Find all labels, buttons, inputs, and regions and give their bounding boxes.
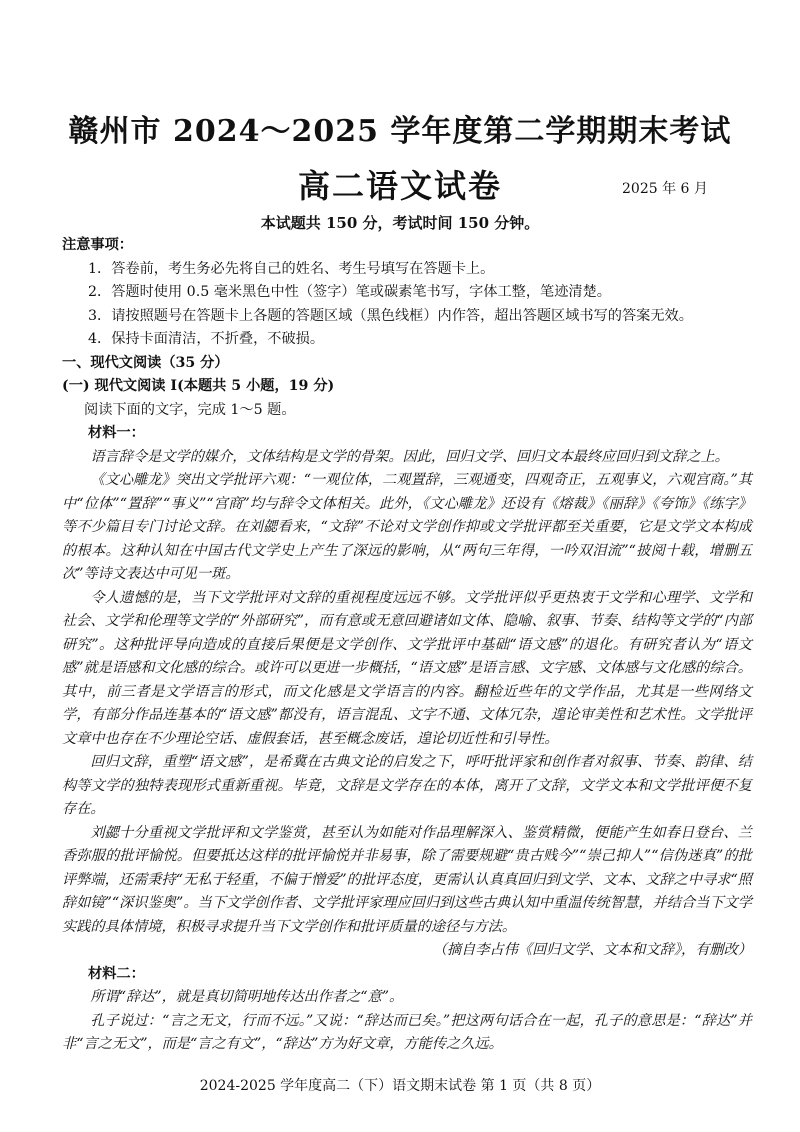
material1-source: （摘自李占伟《回归文学、文本和文辞》，有删改） <box>432 942 752 958</box>
exam-title: 赣州市 2024～2025 学年度第二学期期末考试 <box>68 114 732 149</box>
exam-subtitle: 高二语文试卷 <box>297 167 502 205</box>
material1-paragraph: 回归文辞，重塑“语文感”，是希冀在古典文论的启发之下，呼吁批评家和创作者对叙事、节奏、韵律、结构等文学的独特表现形式重新重视。毕竟，文辞是文学存在的本体，离开了文辞，文学文本和文学批评便不复存在。 <box>62 754 752 817</box>
section-instruction: 阅读下面的文字，完成 1～5 题。 <box>84 401 296 418</box>
material1-paragraph: 《文心雕龙》突出文学批评六观：“一观位体，二观置辞，三观通变，四观奇正，五观事义，六观宫商。”其中“位体”“置辞”“事义”“宫商”均与辞令文体相关。此外，《文心雕龙》还设有《熔裁》《丽辞》《夸饰》《练字》等不少篇目专门讨论文辞。在刘勰看来，“文辞”不论对文学创作抑或文学批评都至关重要，它是文学文本构成的根本。这种认知在中国古代文学史上产生了深远的影响，从“两句三年得，一吟双泪流”“披阅十载，增删五次”等诗文表达中可见一斑。 <box>62 472 752 582</box>
note-item: 2．答题时使用 0.5 毫米黑色中性（签字）笔或碳素笔书写，字体工整，笔迹清楚。 <box>88 284 611 300</box>
exam-content <box>62 234 752 1057</box>
material1-paragraph: 令人遗憾的是，当下文学批评对文辞的重视程度远远不够。文学批评似乎更热衷于文学和心理学、文学和社会、文学和伦理等文学的“外部研究”，而有意或无意回避诸如文体、隐喻、叙事、节奏、结构等文学的“内部研究”。这种批评导向造成的直接后果便是文学创作、文学批评中基础“语文感”的退化。有研究者认为“语文感”就是语感和文化感的综合。或许可以更进一步概括，“语文感”是语言感、文字感、文体感与文化感的综合。其中，前三者是文学语言的形式，而文化感是文学语言的内容。翻检近些年的文学作品，尤其是一些网络文学，有部分作品连基本的“语文感”都没有，语言混乱、文字不通、文体冗杂，遑论审美性和艺术性。文学批评文章中也存在不少理论空话、虚假套话，甚至概念废话，遑论切近性和引导性。 <box>62 589 752 747</box>
notes-title: 注意事项： <box>62 237 133 253</box>
material2-label: 材料二： <box>88 965 145 982</box>
material2-paragraph: 孔子说过：“言之无文，行而不远。”又说：“辞达而已矣。”把这两句话合在一起，孔子的意思是：“辞达”并非“言之无文”，而是“言之有文”，“辞达”方为好文章，方能传之久远。 <box>62 1012 752 1052</box>
section-subheading: (一) 现代文阅读 I(本题共 5 小题，19 分) <box>62 378 335 394</box>
section-heading: 一、现代文阅读（35 分） <box>62 354 229 371</box>
material2-paragraph: 所谓“辞达”，就是真切简明地传达出作者之“意”。 <box>90 989 404 1005</box>
material1-paragraph: 语言辞令是文学的媒介，文体结构是文学的骨架。因此，回归文学、回归文本最终应回归到文辞之上。 <box>90 448 729 465</box>
note-item: 1．答卷前，考生务必先将自己的姓名、考生号填写在答题卡上。 <box>88 260 495 277</box>
exam-meta: 本试题共 150 分，考试时间 150 分钟。 <box>260 214 540 232</box>
material1-label: 材料一： <box>88 425 145 441</box>
note-item: 4．保持卡面清洁，不折叠，不破损。 <box>88 331 325 347</box>
note-item: 3．请按照题号在答题卡上各题的答题区域（黑色线框）内作答，超出答题区域书写的答案无效。 <box>88 307 693 324</box>
material1-paragraph: 刘勰十分重视文学批评和文学鉴赏，甚至认为如能对作品理解深入、鉴赏精微，便能产生如春日登台、兰香弥服的批评愉悦。但要抵达这样的批评愉悦并非易事，除了需要规避“贵古贱今”“崇己抑人”“信伪迷真”的批评弊端，还需秉持“无私于轻重，不偏于憎爱”的批评态度，更需认认真真回归到文学、文本、文辞之中寻求“照辞如镜”“深识鉴奥”。当下文学创作者、文学批评家理应回归到这些古典认知中重温传统智慧，并结合当下文学实践的具体情境，积极寻求提升当下文学创作和批评质量的途径与方法。 <box>62 824 752 935</box>
page-footer: 2024-2025 学年度高二（下）语文期末试卷 第 1 页（共 8 页） <box>199 1078 601 1094</box>
exam-date: 2025 年 6 月 <box>622 181 708 197</box>
